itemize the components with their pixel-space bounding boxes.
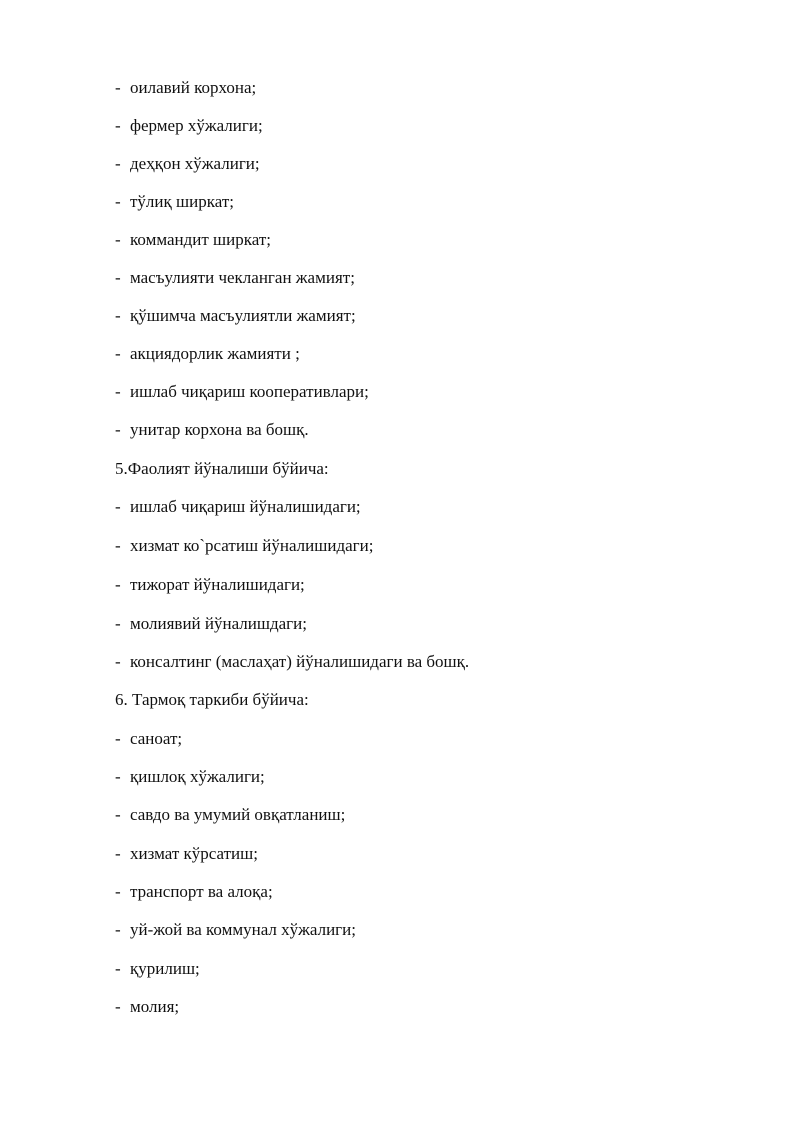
list-item-text: савдо ва умумий овқатланиш; — [130, 805, 346, 824]
list-item-text: консалтинг (маслаҳат) йўналишидаги ва бошқ. — [130, 652, 470, 671]
list-item-text: ишлаб чиқариш кооперативлари; — [130, 382, 369, 401]
list-item-service-direction — [115, 536, 373, 556]
list-item-full-partnership — [115, 192, 234, 212]
list-item-joint-stock — [115, 344, 300, 364]
list-item-agriculture — [115, 767, 265, 787]
list-marker: - — [115, 767, 121, 786]
list-marker: - — [115, 575, 121, 594]
list-marker: - — [115, 78, 121, 97]
list-marker: - — [115, 536, 121, 555]
list-item-text: унитар корхона ва бошқ. — [130, 420, 309, 439]
list-marker: - — [115, 420, 121, 439]
list-item-housing-utilities — [115, 920, 356, 940]
list-item-text: молия; — [130, 997, 180, 1016]
list-item-construction — [115, 959, 200, 979]
list-item-text: масъулияти чекланган жамият; — [130, 268, 355, 287]
section-heading-activity-direction: 5.Фаолият йўналиши бўйича: — [115, 459, 329, 478]
list-marker: - — [115, 154, 121, 173]
list-item-text: қурилиш; — [130, 959, 200, 978]
list-item-consulting-direction — [115, 652, 469, 672]
list-item-additional-liability — [115, 306, 356, 326]
section-heading-industry-structure: 6. Тармоқ таркиби бўйича: — [115, 690, 309, 709]
list-item-text: қишлоқ хўжалиги; — [130, 767, 265, 786]
list-marker: - — [115, 116, 121, 135]
list-item-text: транспорт ва алоқа; — [130, 882, 273, 901]
list-item-farmer-economy — [115, 116, 263, 136]
list-item-text: хизмат кўрсатиш; — [130, 844, 258, 863]
list-item-text: тижорат йўналишидаги; — [130, 575, 305, 594]
list-marker: - — [115, 382, 121, 401]
list-item-finance-direction — [115, 614, 307, 634]
list-item-transport-communication — [115, 882, 273, 902]
list-item-unitary-enterprise — [115, 420, 309, 440]
list-marker: - — [115, 192, 121, 211]
list-item-text: ишлаб чиқариш йўналишидаги; — [130, 497, 361, 516]
list-item-text: саноат; — [130, 729, 183, 748]
list-marker: - — [115, 959, 121, 978]
list-marker: - — [115, 805, 121, 824]
list-marker: - — [115, 844, 121, 863]
list-item-text: оилавий корхона; — [130, 78, 257, 97]
list-item-production-cooperatives — [115, 382, 369, 402]
list-item-llc — [115, 268, 355, 288]
list-item-text: хизмат ко`рсатиш йўналишидаги; — [130, 536, 374, 555]
list-marker: - — [115, 652, 121, 671]
list-marker: - — [115, 614, 121, 633]
list-item-commerce-direction — [115, 575, 305, 595]
list-item-industry — [115, 729, 182, 749]
list-item-text: деҳқон хўжалиги; — [130, 154, 260, 173]
list-item-text: акциядорлик жамияти ; — [130, 344, 300, 363]
list-item-services — [115, 844, 258, 864]
list-marker: - — [115, 497, 121, 516]
list-item-text: молиявий йўналишдаги; — [130, 614, 307, 633]
list-marker: - — [115, 997, 121, 1016]
list-marker: - — [115, 344, 121, 363]
list-marker: - — [115, 306, 121, 325]
list-item-dehqon-economy — [115, 154, 260, 174]
list-marker: - — [115, 920, 121, 939]
list-marker: - — [115, 882, 121, 901]
list-marker: - — [115, 230, 121, 249]
list-item-text: фермер хўжалиги; — [130, 116, 263, 135]
list-item-trade-catering — [115, 805, 345, 825]
list-item-finance — [115, 997, 179, 1017]
list-item-text: тўлиқ ширкат; — [130, 192, 234, 211]
list-item-production-direction — [115, 497, 361, 517]
list-item-text: коммандит ширкат; — [130, 230, 271, 249]
list-item-text: қўшимча масъулиятли жамият; — [130, 306, 356, 325]
list-item-limited-partnership — [115, 230, 271, 250]
list-marker: - — [115, 729, 121, 748]
list-item-text: уй-жой ва коммунал хўжалиги; — [130, 920, 356, 939]
list-marker: - — [115, 268, 121, 287]
list-item-family-enterprise — [115, 78, 256, 98]
